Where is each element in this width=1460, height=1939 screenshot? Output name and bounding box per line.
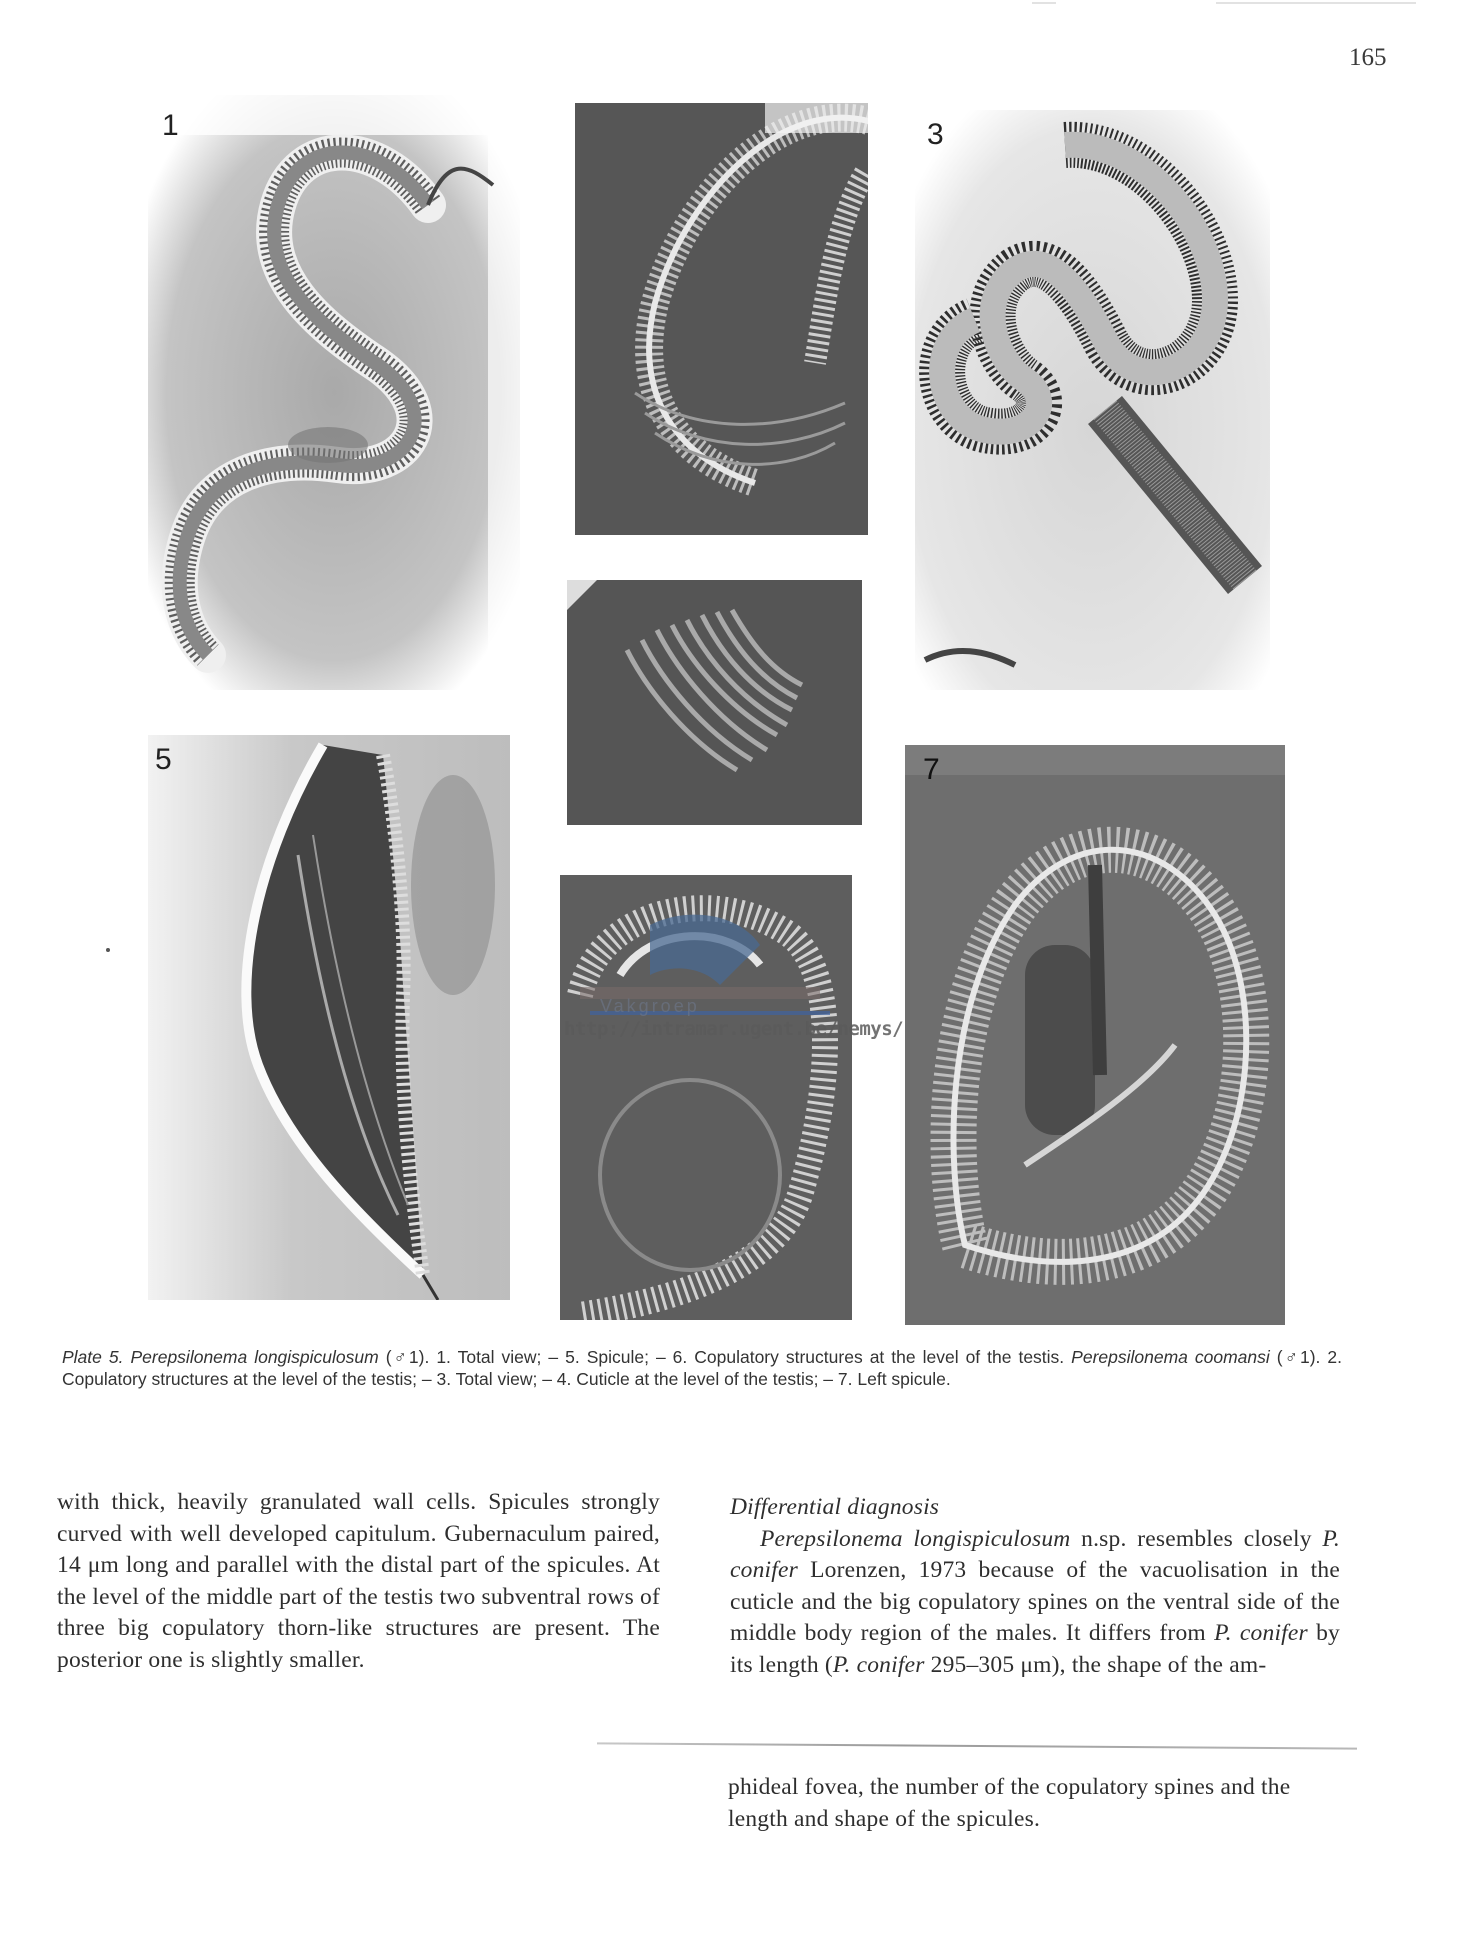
copulatory-structures-image	[560, 875, 852, 1320]
differential-paragraph	[730, 1524, 1340, 1682]
scan-edge-mark	[1216, 2, 1416, 4]
plate-panel-6	[560, 875, 852, 1320]
paragraph-text: 295–305 μm), the shape of the am-	[924, 1651, 1267, 1678]
panel-label: 1	[162, 109, 179, 142]
species-name: P. conifer	[832, 1651, 925, 1678]
section-heading: Differential diagnosis	[730, 1494, 940, 1520]
caption-plate-label: Plate 5.	[62, 1347, 124, 1367]
species-name: P. conifer	[730, 1525, 1340, 1583]
body-right-column	[730, 1492, 1340, 1681]
paragraph-text: by its length (	[730, 1620, 1340, 1678]
panel-label: 3	[927, 118, 944, 151]
species-name: Perepsilonema longispiculosum	[760, 1525, 1071, 1552]
caption-species-2: Perepsilonema coomansi	[1071, 1347, 1270, 1367]
paragraph-text: n.sp. resembles closely	[1070, 1525, 1323, 1552]
plate-panel-3	[915, 110, 1270, 690]
scan-fold-line	[597, 1742, 1357, 1749]
copulatory-structures-image	[575, 103, 868, 535]
nematode-total-view-image	[148, 95, 520, 690]
scan-speck	[106, 948, 110, 952]
caption-text-2: (♂1). 2. Copulatory structures at the level of the testis; – 3. Total view; – 4. Cuticle at the level of the testis; – 7. Left spicule.	[62, 1347, 1342, 1389]
left-spicule-image	[905, 745, 1285, 1325]
caption-text-1: (♂1). 1. Total view; – 5. Spicule; – 6. Copulatory structures at the level of the testis.	[378, 1347, 1072, 1367]
plate-panel-4	[567, 580, 862, 825]
plate-caption	[62, 1346, 1342, 1390]
watermark-url: http://intramar.ugent.be/nemys/	[564, 1018, 904, 1040]
nematode-total-view-image	[915, 110, 1270, 690]
plate-panel-2	[575, 103, 868, 535]
plate-panel-5	[148, 735, 510, 1300]
page-number: 165	[1349, 44, 1387, 71]
scan-edge-mark	[1032, 2, 1056, 4]
watermark-org-text: Vakgroep	[600, 996, 700, 1016]
body-continuation: phideal fovea, the number of the copulatory spines and the length and shape of the spicules.	[728, 1774, 1291, 1832]
plate-panel-1	[148, 95, 520, 690]
spicule-image	[148, 735, 510, 1300]
cuticle-image	[567, 580, 862, 825]
species-name: P. conifer	[1214, 1620, 1308, 1646]
body-left-column: with thick, heavily granulated wall cells. Spicules strongly curved with well developed capitulum. Gubernaculum paired, 14 μm long and parallel with the distal part of the spicules. At the level of the middle part of the testis two subventral rows of three big copulatory thorn-like structures are present. The posterior one is slightly smaller.	[57, 1489, 660, 1673]
panel-label: 5	[155, 743, 172, 776]
caption-species-1: Perepsilonema longispiculosum	[130, 1347, 379, 1367]
panel-label: 7	[923, 753, 940, 786]
plate-panel-7	[905, 745, 1285, 1325]
paragraph-text: Lorenzen, 1973 because of the vacuolisation in the cuticle and the big copulatory spines on the ventral side of the middle body region of the males. It differs from	[730, 1557, 1340, 1646]
